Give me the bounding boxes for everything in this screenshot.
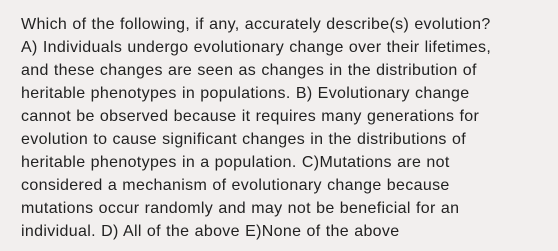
question-line: evolution to cause significant changes in the distributions of — [21, 131, 466, 148]
question-line: heritable phenotypes in populations. B) Evolutionary change — [21, 85, 470, 102]
question-line: and these changes are seen as changes in the distribution of — [21, 62, 477, 79]
question-line: considered a mechanism of evolutionary change because — [21, 177, 450, 194]
question-line: Which of the following, if any, accurately describe(s) evolution? — [21, 16, 491, 33]
question-line: mutations occur randomly and may not be beneficial for an — [21, 200, 460, 217]
question-line: cannot be observed because it requires many generations for — [21, 108, 480, 125]
question-line: A) Individuals undergo evolutionary change over their lifetimes, — [21, 39, 492, 56]
question-text — [21, 13, 546, 243]
question-line: heritable phenotypes in a population. C)Mutations are not — [21, 154, 450, 171]
question-line: individual. D) All of the above E)None of the above — [21, 223, 400, 240]
